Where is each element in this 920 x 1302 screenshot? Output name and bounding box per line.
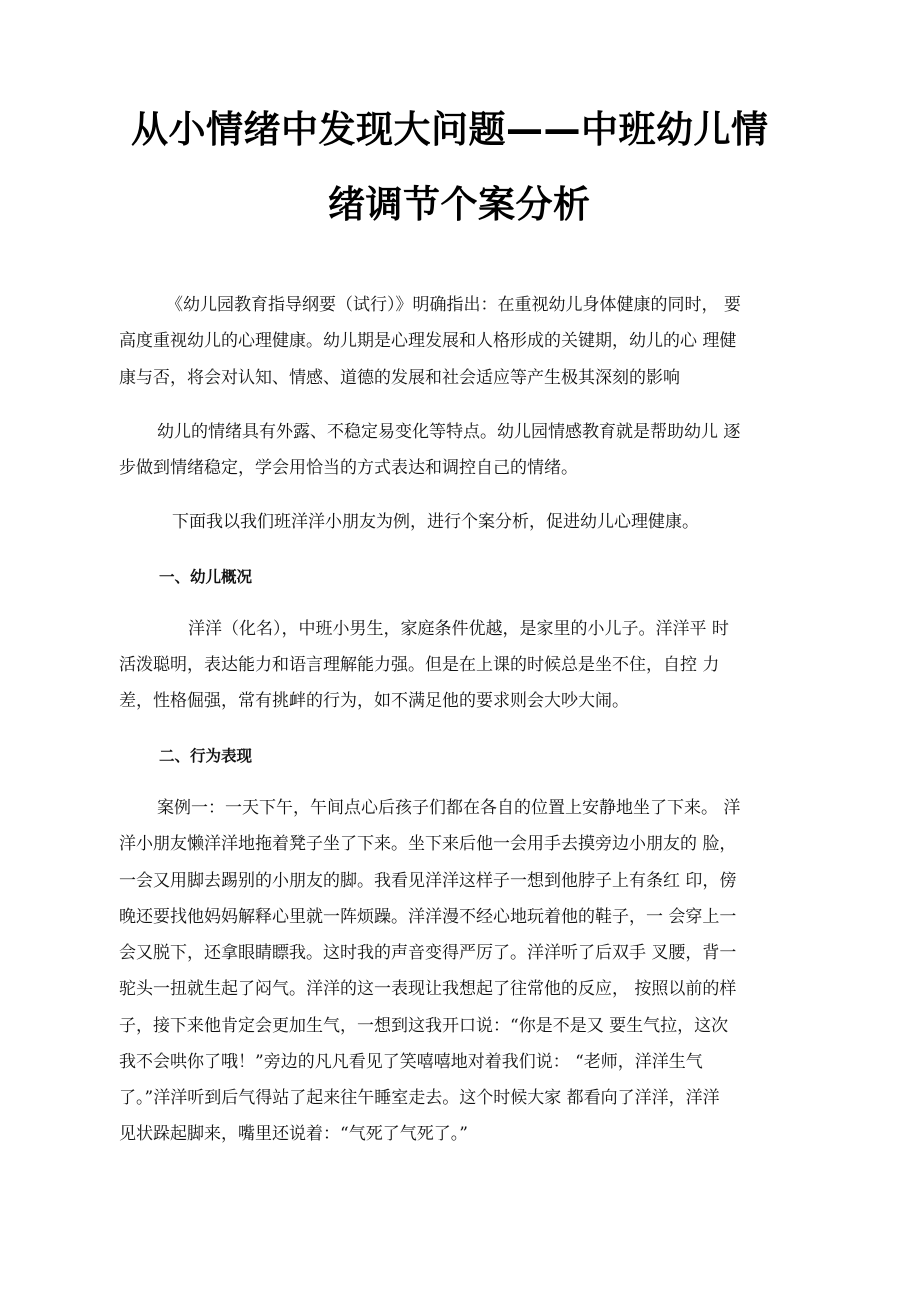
section-2-heading: 二、行为表现 [159,747,253,765]
section-2-line-6: 驼头一扭就生起了闷气。洋洋的这一表现让我想起了往常他的反应， 按照以前的样 [119,979,737,999]
paragraph-3-line-1: 下面我以我们班洋洋小朋友为例，进行个案分析，促进幼儿心理健康。 [172,512,699,532]
section-2-line-7: 子，接下来他肯定会更加生气，一想到这我开口说：“你是不是又 要生气拉，这次 [119,1016,729,1036]
paragraph-2-line-1: 幼儿的情绪具有外露、不稳定易变化等特点。幼儿园情感教育就是帮助幼儿 逐 [157,422,741,442]
section-2-line-4: 晚还要找他妈妈解释心里就一阵烦躁。洋洋漫不经心地玩着他的鞋子，一 会穿上一 [119,907,737,927]
paragraph-1-line-3: 康与否，将会对认知、情感、道德的发展和社会适应等产生极其深刻的影响 [119,368,680,388]
section-1-line-2: 活泼聪明，表达能力和语言理解能力强。但是在上课的时候总是坐不住，自控 力 [119,655,720,675]
section-1-line-1: 洋洋（化名），中班小男生，家庭条件优越，是家里的小儿子。洋洋平 时 [188,619,729,639]
section-2-line-10: 见状跺起脚来，嘴里还说着：“气死了气死了。” [119,1124,468,1144]
paragraph-1-line-2: 高度重视幼儿的心理健康。幼儿期是心理发展和人格形成的关键期，幼儿的心 理健 [119,331,737,351]
section-2-line-3: 一会又用脚去踢别的小朋友的脚。我看见洋洋这样子一想到他脖子上有条红 印，傍 [119,871,737,891]
section-1-line-3: 差，性格倔强，常有挑衅的行为，如不满足他的要求则会大吵大闹。 [119,691,629,711]
section-2-line-2: 洋小朋友懒洋洋地拖着凳子坐了下来。坐下来后他一会用手去摸旁边小朋友的 脸， [119,834,737,854]
title-line-1: 从小情绪中发现大问题——中班幼儿情 [131,108,769,151]
section-2-line-5: 会又脱下，还拿眼睛瞟我。这时我的声音变得严厉了。洋洋听了后双手 叉腰，背一 [119,943,737,963]
section-2-line-1: 案例一：一天下午，午间点心后孩子们都在各自的位置上安静地坐了下来。 洋 [157,798,741,818]
section-2-line-8: 我不会哄你了哦！”旁边的凡凡看见了笑嘻嘻地对着我们说： “老师，洋洋生气 [119,1052,703,1072]
section-1-heading: 一、幼儿概况 [159,568,253,586]
paragraph-1-line-1: 《幼儿园教育指导纲要（试行）》明确指出：在重视幼儿身体健康的同时， 要 [166,295,741,315]
section-2-line-9: 了。”洋洋听到后气得站了起来往午睡室走去。这个时候大家 都看向了洋洋，洋洋 [119,1088,720,1108]
title-line-2: 绪调节个案分析 [328,183,591,226]
paragraph-2-line-2: 步做到情绪稳定，学会用恰当的方式表达和调控自己的情绪。 [119,458,578,478]
